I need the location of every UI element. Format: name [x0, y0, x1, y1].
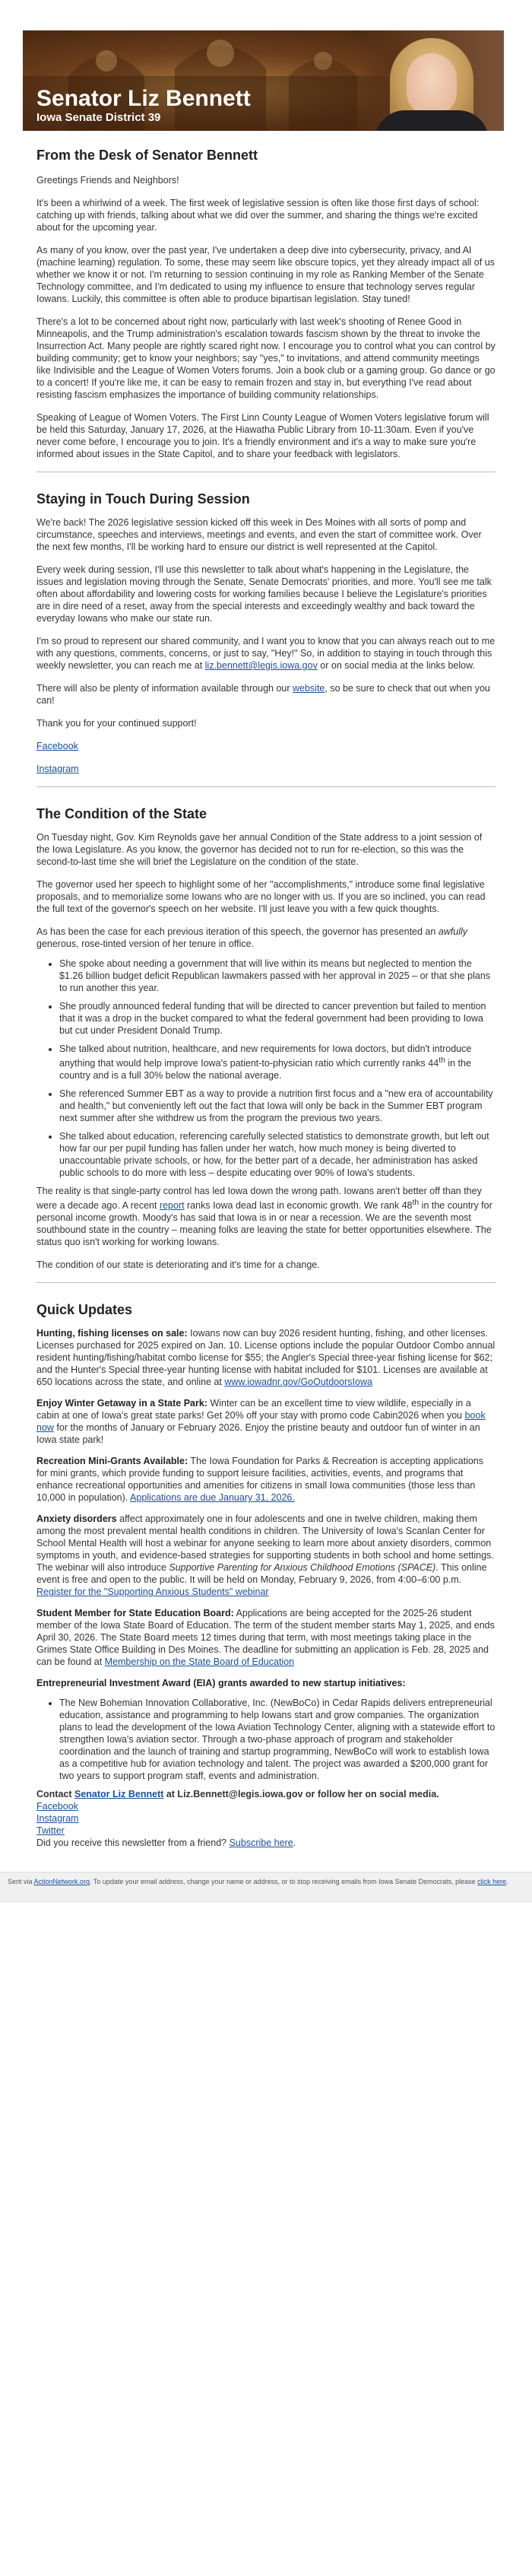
report-link[interactable]: report [159, 1200, 185, 1212]
footer-text [0, 1872, 509, 1886]
hunting-update-label: Hunting, fishing licenses on sale: [36, 1328, 188, 1339]
instagram-link[interactable]: Instagram [36, 764, 79, 774]
desk-paragraph-1: It's been a whirlwind of a week. The first week of legislative session is often like those first days of school: catching up with friends, talking about what we did over the summer, and sharing the things we're excited about for the upcoming year. [36, 198, 480, 233]
desk-greeting: Greetings Friends and Neighbors! [36, 175, 179, 186]
header-title: Senator Liz Bennett [36, 86, 251, 111]
anxiety-update-text: affect approximately one in four adolescents and one in twelve children, making them among the most prevalent mental health conditions in children. The University of Iowa's Scanlan Center for School Mental Health will host a webinar for anyone seeking to learn more about anxiety disorders, common symptoms in youth, and evidence-based strategies for supporting students in both school and home settings. The webinar will also introduce [36, 1514, 494, 1574]
section-divider [36, 786, 496, 787]
condition-paragraph-3-text-end: generous, rose-tinted version of her tenure in office. [36, 939, 255, 949]
desk-title: From the Desk of Senator Bennett [36, 148, 258, 163]
condition-bullet: • She talked about education, referencing carefully selected statistics to demonstrate growth, but left out how far our per pupil funding has fallen under her watch, how much money is being diverted to unaccountable private schools, or how, for the better part of a decade, her administration has asked public schools to do more with less – despite educating over 90% of Iowa's students. [59, 1130, 496, 1179]
subscribe-link[interactable]: Subscribe here [229, 1838, 293, 1849]
touch-paragraph-3-text-end: or on social media at the links below. [317, 660, 475, 671]
anxiety-update [36, 1513, 496, 1598]
forward-line [36, 1837, 496, 1849]
condition-paragraph-2: The governor used her speech to highlight some of her "accomplishments," introduce some final legislative proposals, and to memorialize some Iowans who are no longer with us. If you are so inclined, you can read the full text of the governor's speech on her website. I'll just leave you with a few quick thoughts. [36, 879, 486, 914]
eia-bullet-list [36, 1697, 496, 1782]
unsubscribe-link[interactable]: click here [477, 1878, 507, 1886]
webinar-register-link[interactable]: Register for the "Supporting Anxious Students" webinar [36, 1587, 269, 1598]
winter-update [36, 1397, 496, 1446]
touch-paragraph-4 [36, 682, 496, 707]
email-footer [0, 1872, 532, 1903]
section-divider [36, 1282, 496, 1283]
senator-photo-shoulders [375, 110, 489, 131]
board-update [36, 1607, 496, 1668]
condition-bullet: • She referenced Summer EBT as a way to provide a nutrition first focus and a "new era of accountability and health," but conveniently left out the fact that Iowa will only be back in the Summer EBT program next summer after she withdrew us from the program the previous two years. [59, 1088, 496, 1124]
footer-facebook-link[interactable]: Facebook [36, 1801, 78, 1812]
condition-bullet-list [36, 958, 496, 1179]
website-link[interactable]: website [293, 683, 325, 694]
hunting-update-text: Iowans now can buy 2026 resident hunting, fishing, and other licenses. Licenses purchased for 2025 expired on Jan. 10. License options include the popular Outdoor Combo annual resident hunting/fishing/habitat combo license for $55; the Angler's Special three-year fishing license for $62; and the Hunter's Special three-year hunting license with habitat included for $101. Licenses are available at 650 locations across the state, and online at [36, 1328, 496, 1388]
actionnetwork-link[interactable]: ActionNetwork.org [33, 1878, 90, 1886]
eia-bullet: • The New Bohemian Innovation Collaborative, Inc. (NewBoCo) in Cedar Rapids delivers entrepreneurial education, assistance and programming to help Iowans start and grow companies. The organization plans to lead the development of the Iowa Aviation Technology Center, aligning with a statewide effort to strengthen Iowa's aviation sector. Through a two-phase approach of program and stakeholder coordination and the launch of training and startup programming, NewBoCo will work to establish Iowa as a competitive hub for aviation technology and talent. The project was awarded a $200,000 grant for two years to support program staff, events and administration. [59, 1697, 496, 1782]
condition-title: The Condition of the State [36, 806, 207, 821]
header-subtitle: Iowa Senate District 39 [36, 111, 161, 124]
condition-bullet: • She proudly announced federal funding that will be directed to cancer prevention but failed to mention that it was a drop in the bucket compared to what the federal government had been providing to Iowa but cut under President Donald Trump. [59, 1000, 496, 1037]
header-banner [23, 30, 504, 131]
condition-paragraph-1: On Tuesday night, Gov. Kim Reynolds gave her annual Condition of the State address to a joint session of the Iowa Legislature. As you know, the governor has decided not to run for re-election, so this was the second-to-last time she will brief the Legislature on the condition of the state. [36, 832, 483, 867]
recreation-update-text: The Iowa Foundation for Parks & Recreation is accepting applications for mini grants, which provide funding to support leisure facilities, activities, events, and programs that enhance recreational opportunities and amenities for citizens in small Iowa communities (those less than 10,000 in population). [36, 1456, 483, 1504]
footer-instagram-link[interactable]: Instagram [36, 1813, 79, 1825]
condition-paragraph-4 [36, 1185, 496, 1248]
touch-paragraph-1: We're back! The 2026 legislative session kicked off this week in Des Moines with all sorts of pomp and circumstance, speeches and interviews, meetings and events, and even the start of committee work. Over the next few months, I'll be working hard to ensure our district is well represented at the Capitol. [36, 517, 482, 552]
touch-paragraph-5: Thank you for your continued support! [36, 718, 197, 729]
book-now-link[interactable]: book now [36, 1410, 486, 1434]
contact-line-text-end: at Liz.Bennett@legis.iowa.gov or follow her on social media. [163, 1789, 439, 1800]
recreation-update-label: Recreation Mini-Grants Available: [36, 1456, 188, 1467]
footer-text-middle: . To update your email address, change your name or address, or to stop receiving emails from Iowa Senate Democrats, please [90, 1878, 478, 1886]
eia-update [36, 1677, 496, 1689]
quick-updates-title: Quick Updates [36, 1302, 133, 1318]
winter-update-text-end: for the months of January or February 2026. Enjoy the pristine beauty and outdoor fun of winter in an Iowa state park! [36, 1422, 480, 1446]
board-update-label: Student Member for State Education Board: [36, 1608, 234, 1619]
anxiety-update-label: Anxiety disorders [36, 1514, 117, 1525]
newsletter-page [0, 30, 532, 1903]
condition-bullet: • She spoke about needing a government that will live within its means but neglected to mention the $1.26 billion budget deficit Republican lawmakers passed with her approval in 2025 – or that she plans to run another this year. [59, 958, 496, 994]
iowadnr-link[interactable]: www.iowadnr.gov/GoOutdoorsIowa [224, 1377, 372, 1388]
touch-paragraph-4-text-end: , so be sure to check that out when you can! [36, 683, 490, 706]
recreation-update [36, 1455, 496, 1504]
contact-line-text: Contact [36, 1789, 74, 1800]
board-membership-link[interactable]: Membership on the State Board of Education [104, 1656, 295, 1668]
touch-paragraph-4-text: There will also be plenty of information available through our [36, 683, 293, 694]
desk-paragraph-4: Speaking of League of Women Voters. The First Linn County League of Women Voters legislative forum will be held this Saturday, January 17, 2026, at the Hiawatha Public Library from 10-11:30am. Even if you've never come before, I encourage you to join. It's a friendly environment and it's a way to make sure you're informed about issues in the State Capitol, and to share your feedback with legislators. [36, 412, 489, 459]
touch-paragraph-3 [36, 635, 496, 672]
footer-text-end: . [506, 1878, 508, 1886]
condition-paragraph-3-text: As has been the case for each previous iteration of this speech, the governor has presented an [36, 926, 439, 937]
footer-twitter-link[interactable]: Twitter [36, 1825, 65, 1837]
touch-paragraph-2: Every week during session, I'll use this newsletter to talk about what's happening in the Legislature, the issues and legislation moving through the Senate, Senate Democrats' priorities, and more. You'll see me talk often about affordability and lowering costs for working families because I believe the Legislature's priorities are in dire need of a reset, away from the special interests and exceedingly wealthy and back toward the everyday Iowans who make our state run. [36, 564, 492, 624]
newsletter-content [36, 147, 496, 1849]
condition-bullet: • She talked about nutrition, healthcare, and new requirements for Iowa doctors, but didn't introduce anything that would help improve Iowa's patient-to-physician ratio which currently ranks 44th in the country and is a full 30% below the national average. [59, 1043, 496, 1082]
email-link[interactable]: liz.bennett@legis.iowa.gov [204, 660, 318, 671]
forward-line-text-end: . [293, 1838, 296, 1849]
senator-link[interactable]: Senator Liz Bennett [74, 1789, 164, 1800]
applications-link[interactable]: Applications are due January 31, 2026. [130, 1492, 295, 1504]
winter-update-text: Winter can be an excellent time to view wildlife, especially in a cabin at one of Iowa's great state parks! Get 20% off your stay with promo code Cabin2026 when you [36, 1398, 471, 1421]
facebook-link[interactable]: Facebook [36, 741, 78, 751]
board-update-text: Applications are being accepted for the 2025-26 student member of the Iowa State Board of Education. The term of the student member starts May 1, 2025, and ends April 30, 2026. The State Board meets 12 times during that term, with most meetings taking place in the Grimes State Office Building in Des Moines. The deadline for submitting an application is Feb. 28, 2025 and can be found at [36, 1608, 495, 1668]
hunting-update [36, 1327, 496, 1388]
anxiety-update-emphasis: Supportive Parenting for Anxious Childhood Emotions (SPACE) [169, 1562, 436, 1574]
forward-line-text: Did you receive this newsletter from a friend? [36, 1838, 230, 1849]
touch-title: Staying in Touch During Session [36, 491, 250, 507]
condition-paragraph-3 [36, 926, 496, 950]
desk-paragraph-2: As many of you know, over the past year, I've undertaken a deep dive into cybersecurity, privacy, and AI (machine learning) regulation. To some, these may seem like obscure topics, yet they already impact all of us whether we know it or not. I'm returning to session continuing in my role as Ranking Member of the Senate Technology committee, and I'm dedicated to using my influence to ensure that technology serves regular Iowans. Luckily, this committee is often able to produce bipartisan legislation. Stay tuned! [36, 245, 495, 304]
footer-text-start: Sent via [8, 1878, 34, 1886]
condition-paragraph-3-emphasis: awfully [438, 926, 468, 937]
winter-update-label: Enjoy Winter Getaway in a State Park: [36, 1398, 207, 1409]
anxiety-update-text-end: . This online event is free and open to the public. It will be held on Monday, February 9, 2026, from 4:00–6:00 p.m. [36, 1562, 487, 1586]
contact-line [36, 1788, 496, 1800]
desk-paragraph-3: There's a lot to be concerned about right now, particularly with last week's shooting of Renee Good in Minneapolis, and the Trump administration's escalation towards fascism shown by the threat to invoke the Insurrection Act. Many people are rightly scared right now. I encourage you to control what you can control by building community; get to know your neighbors; say "yes," to invitations, and attend community meetings like Indivisible and the League of Women Voters forums. Join a book club or a gaming group. Go dance or go to a concert! If you're like me, it can be easy to remain frozen and stay in, but everything I've read about resisting fascism emphasizes the importance of building community relationships. [36, 316, 496, 400]
condition-paragraph-4-text: The reality is that single-party control has led Iowa down the wrong path. Iowans aren't better off than they were a decade ago. A recent [36, 1186, 482, 1212]
condition-paragraph-5: The condition of our state is deteriorating and it's time for a change. [36, 1259, 320, 1271]
senator-photo-face [407, 53, 457, 116]
touch-paragraph-3-text: I'm so proud to represent our shared community, and I want you to know that you can always reach out to me with any questions, comments, concerns, or just to say, "Hey!" So, in addition to staying in touch through this weekly newsletter, you can reach me at [36, 636, 496, 671]
condition-paragraph-4-text-end: ranks Iowa dead last in economic growth. We rank 48th in the country for personal income growth. Moody's has said that Iowa is in or near a recession. We are the seventh most southbound state in the country – meaning folks are leaving the state for better opportunities elsewhere. The status quo isn't working for working Iowans. [36, 1199, 492, 1248]
eia-update-label: Entrepreneurial Investment Award (EIA) grants awarded to new startup initiatives: [36, 1678, 406, 1689]
